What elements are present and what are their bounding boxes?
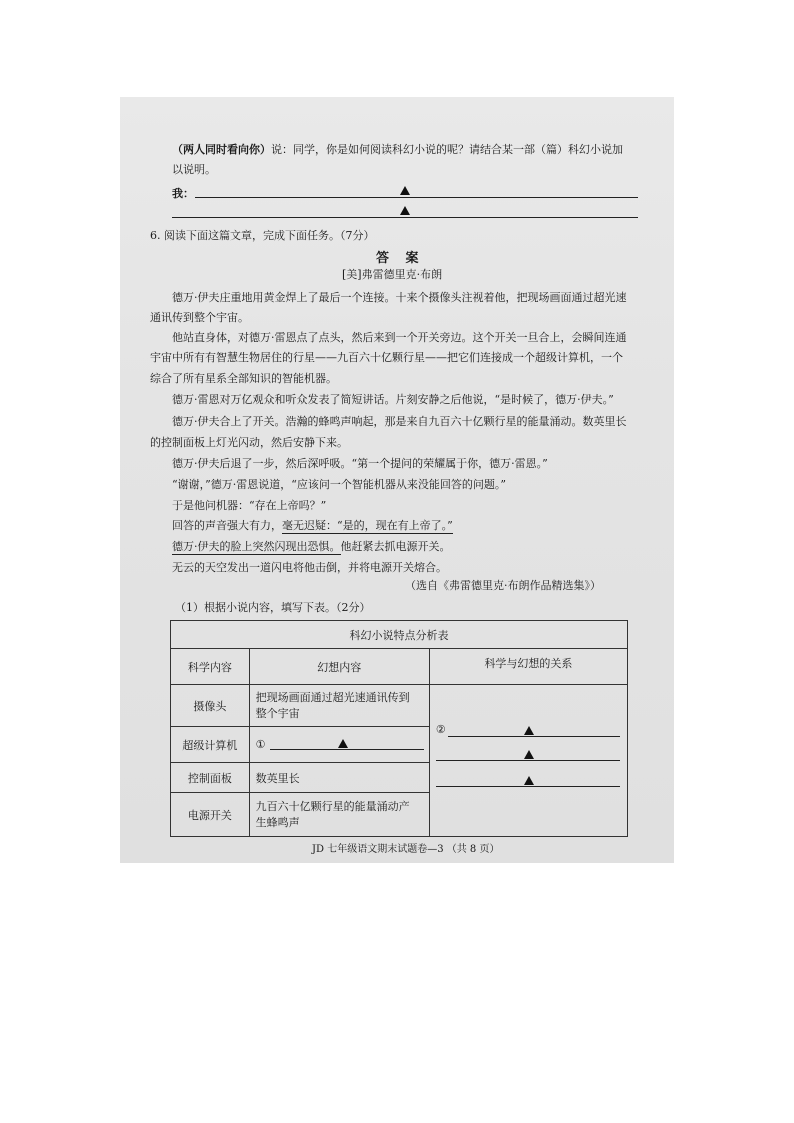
row-fantasy: 把现场画面通过超光速通讯传到 整个宇宙 (249, 685, 429, 727)
relation-line-1[interactable] (448, 736, 620, 737)
row-science: 摄像头 (171, 685, 250, 727)
story-p7: 于是他问机器：“存在上帝吗？” (172, 499, 327, 512)
row-science: 超级计算机 (171, 727, 250, 763)
triangle-icon (400, 206, 410, 215)
triangle-icon (524, 726, 534, 735)
answer-label: 我： (172, 187, 194, 200)
story-p1-l1: 德万·伊夫庄重地用黄金焊上了最后一个连接。十来个摄像头注视着他，把现场画面通过超光速 (172, 291, 627, 304)
story-p4-l2: 的控制面板上灯光闪动，然后安静下来。 (150, 436, 348, 449)
intro-line-1 (172, 142, 623, 158)
header-fantasy: 幻想内容 (249, 649, 429, 685)
task-1: （1）根据小说内容，填写下表。（2分） (175, 601, 371, 614)
intro-bold: （两人同时看向你） (172, 143, 271, 156)
story-author: [美]弗雷德里克·布朗 (342, 268, 443, 281)
story-p9-b: 他赶紧去抓电源开关。 (340, 540, 451, 553)
row-science: 电源开关 (171, 793, 250, 837)
header-science: 科学内容 (171, 649, 250, 685)
analysis-table (170, 620, 628, 837)
triangle-icon (524, 776, 534, 785)
story-p9 (172, 539, 451, 555)
row-fantasy[interactable]: ① (249, 727, 429, 763)
table-caption: 科幻小说特点分析表 (171, 621, 628, 649)
question-6: 6. 阅读下面这篇文章，完成下面任务。（7分） (150, 229, 375, 242)
triangle-icon (524, 750, 534, 759)
story-p8 (172, 518, 453, 534)
relation-line-3[interactable] (436, 786, 620, 787)
story-p10: 无云的天空发出一道闪电将他击倒，并将电源开关熔合。 (172, 561, 447, 574)
row-fantasy: 数英里长 (249, 763, 429, 793)
page-footer: JD 七年级语文期末试题卷—3 （共 8 页） (312, 844, 500, 855)
story-p9-underlined: 德万·伊夫的脸上突然闪现出恐惧。 (172, 540, 341, 553)
relation-answer-cell[interactable] (429, 685, 627, 837)
story-p8-underlined: 毫无迟疑：“是的，现在有上帝了。” (282, 519, 453, 532)
story-p4-l1: 德万·伊夫合上了开关。浩瀚的蜂鸣声响起，那是来自九百六十亿颗行星的能量涌动。数英里长 (172, 415, 627, 428)
triangle-icon (400, 186, 410, 195)
story-p8-a: 回答的声音强大有力， (172, 519, 282, 532)
story-p2-l1: 他站直身体，对德万·雷恩点了点头，然后来到一个开关旁边。这个开关一旦合上，会瞬间连通 (172, 331, 627, 344)
story-p3: 德万·雷恩对万亿观众和听众发表了简短讲话。片刻安静之后他说，“是时候了，德万·伊夫。” (172, 393, 614, 406)
story-p2-l2: 宇宙中所有有智慧生物居住的行星——九百六十亿颗行星——把它们连接成一个超级计算机，一个 (150, 351, 623, 364)
triangle-icon (338, 739, 348, 748)
intro-line-2: 以说明。 (172, 163, 216, 176)
story-p5: 德万·伊夫后退了一步，然后深呼吸。“第一个提问的荣耀属于你，德万·雷恩。” (172, 457, 548, 470)
answer-line-1[interactable] (195, 197, 638, 198)
relation-line-2[interactable] (436, 760, 620, 761)
intro-text: 说：同学，你是如何阅读科幻小说的呢？请结合某一部（篇）科幻小说加 (271, 143, 623, 156)
row-fantasy: 九百六十亿颗行星的能量涌动产 生蜂鸣声 (249, 793, 429, 837)
relation-marker: ② (435, 722, 446, 736)
story-title: 答 案 (376, 251, 425, 266)
story-source: （选自《弗雷德里克·布朗作品精选集》） (405, 579, 601, 592)
header-relation: 科学与幻想的关系 (429, 649, 627, 685)
answer-line-2[interactable] (172, 217, 638, 218)
fantasy-answer-line[interactable] (270, 749, 424, 750)
story-p2-l3: 综合了所有星系全部知识的智能机器。 (150, 372, 337, 385)
row-science: 控制面板 (171, 763, 250, 793)
story-p1-l2: 通讯传到整个宇宙。 (150, 311, 249, 324)
story-p6: “谢谢，”德万·雷恩说道，“应该问一个智能机器从来没能回答的问题。” (172, 478, 506, 491)
